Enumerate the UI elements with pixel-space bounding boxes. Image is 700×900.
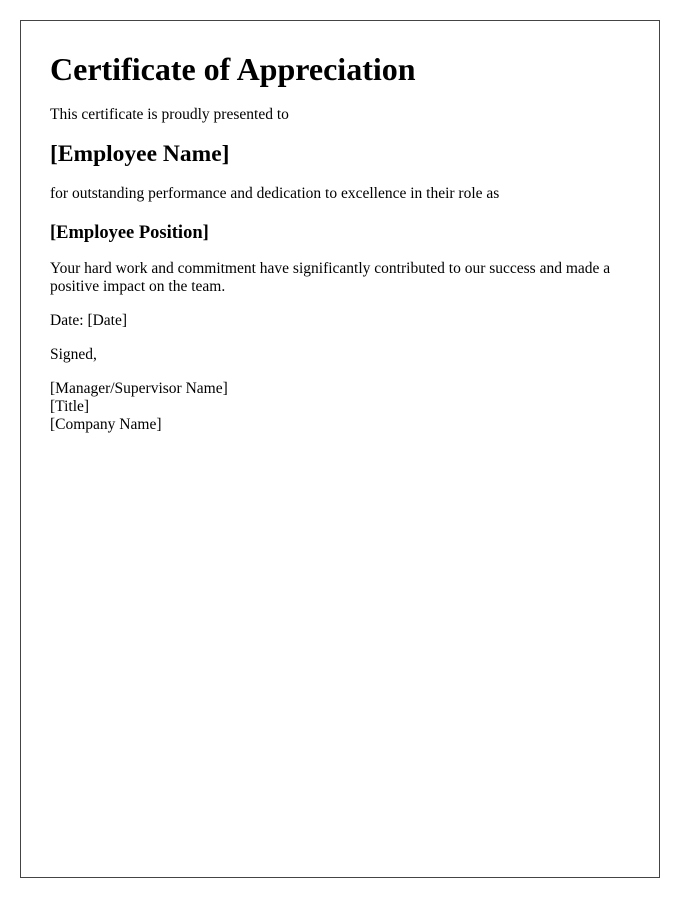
company-name: [Company Name] <box>50 416 162 433</box>
certificate-page <box>20 20 660 878</box>
certificate-title: Certificate of Appreciation <box>50 51 416 87</box>
certificate-content <box>50 21 635 434</box>
recognition-reason: for outstanding performance and dedication to excellence in their role as <box>50 185 500 202</box>
appreciation-message: Your hard work and commitment have significantly contributed to our success and made a positive impact on the team. <box>50 260 611 295</box>
signer-name: [Manager/Supervisor Name] <box>50 380 228 397</box>
signature-block <box>50 380 635 434</box>
recipient-name: [Employee Name] <box>50 141 230 167</box>
employee-position: [Employee Position] <box>50 223 209 243</box>
signer-title: [Title] <box>50 398 90 415</box>
certificate-date: Date: [Date] <box>50 312 128 329</box>
presentation-intro: This certificate is proudly presented to <box>50 106 289 123</box>
signed-label: Signed, <box>50 346 97 363</box>
